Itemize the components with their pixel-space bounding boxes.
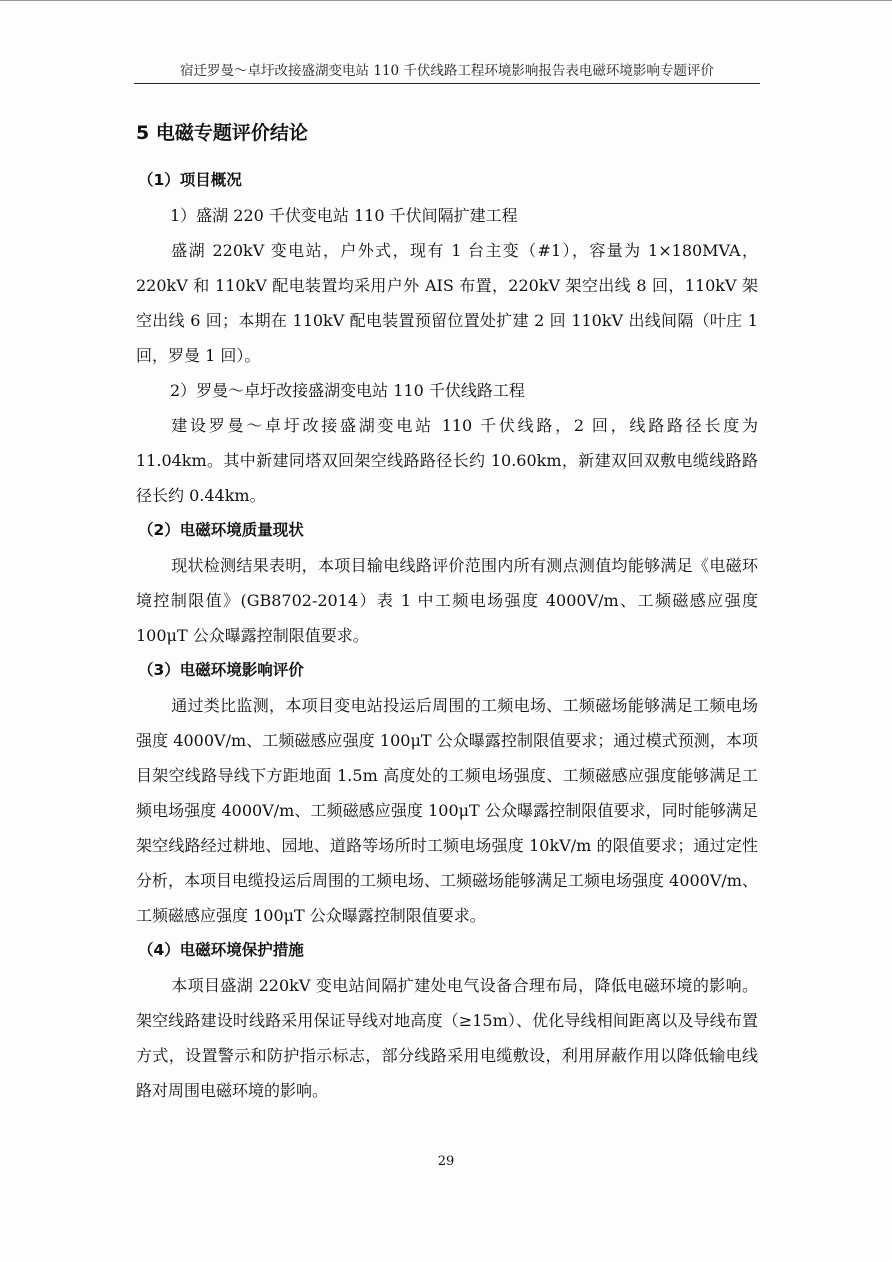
subsection-heading-line-project: 2）罗曼～卓圩改接盛湖变电站 110 千伏线路工程 [170,381,525,400]
paragraph-line-description: 建设罗曼～卓圩改接盛湖变电站 110 千伏线路，2 回，线路路径长度为 11.04km。其中新建同塔双回架空线路路径长约 10.60km，新建双回双敷电缆线路路径长约 0.44km。 [136,416,758,505]
paragraph-substation-description: 盛湖 220kV 变电站，户外式，现有 1 台主变（#1），容量为 1×180MVA，220kV 和 110kV 配电装置均采用户外 AIS 布置，220kV 架空出线 8 回，110kV 架空出线 6 回；本期在 110kV 配电装置预留位置处扩建 2 回 110kV 出线间隔（叶庄 1 回，罗曼 1 回）。 [136,241,758,365]
chapter-title: 5 电磁专题评价结论 [136,122,308,144]
paragraph-protection-measures: 本项目盛湖 220kV 变电站间隔扩建处电气设备合理布局，降低电磁环境的影响。架空线路建设时线路采用保证导线对地高度（≥15m）、优化导线相间距离以及导线布置方式，设置警示和防护指示标志，部分线路采用电缆敷设，利用屏蔽作用以降低输电线路对周围电磁环境的影响。 [136,976,758,1100]
page-number: 29 [437,1154,455,1169]
section-heading-current-status: （2）电磁环境质量现状 [138,521,304,539]
section-heading-protection-measures: （4）电磁环境保护措施 [138,941,304,959]
paragraph-current-status: 现状检测结果表明，本项目输电线路评价范围内所有测点测值均能够满足《电磁环境控制限值》(GB8702-2014）表 1 中工频电场强度 4000V/m、工频磁感应强度 100μT 公众曝露控制限值要求。 [136,556,758,645]
paragraph-impact-assessment: 通过类比监测，本项目变电站投运后周围的工频电场、工频磁场能够满足工频电场强度 4000V/m、工频磁感应强度 100μT 公众曝露控制限值要求；通过模式预测，本项目架空线路导线下方距地面 1.5m 高度处的工频电场强度、工频磁感应强度能够满足工频电场强度 4000V/m、工频磁感应强度 100μT 公众曝露控制限值要求，同时能够满足架空线路经过耕地、园地、道路等场所时工频电场强度 10kV/m 的限值要求；通过定性分析，本项目电缆投运后周围的工频电场、工频磁场能够满足工频电场强度 4000V/m、工频磁感应强度 100μT 公众曝露控制限值要求。 [136,696,758,925]
section-heading-impact-assessment: （3）电磁环境影响评价 [138,661,304,679]
section-heading-project-overview: （1）项目概况 [138,171,242,189]
subsection-heading-substation-expansion: 1）盛湖 220 千伏变电站 110 千伏间隔扩建工程 [170,206,518,225]
page-top-border [0,0,892,1]
running-header: 宿迁罗曼～卓圩改接盛湖变电站 110 千伏线路工程环境影响报告表电磁环境影响专题评价 [134,60,760,84]
document-body [136,163,758,1108]
